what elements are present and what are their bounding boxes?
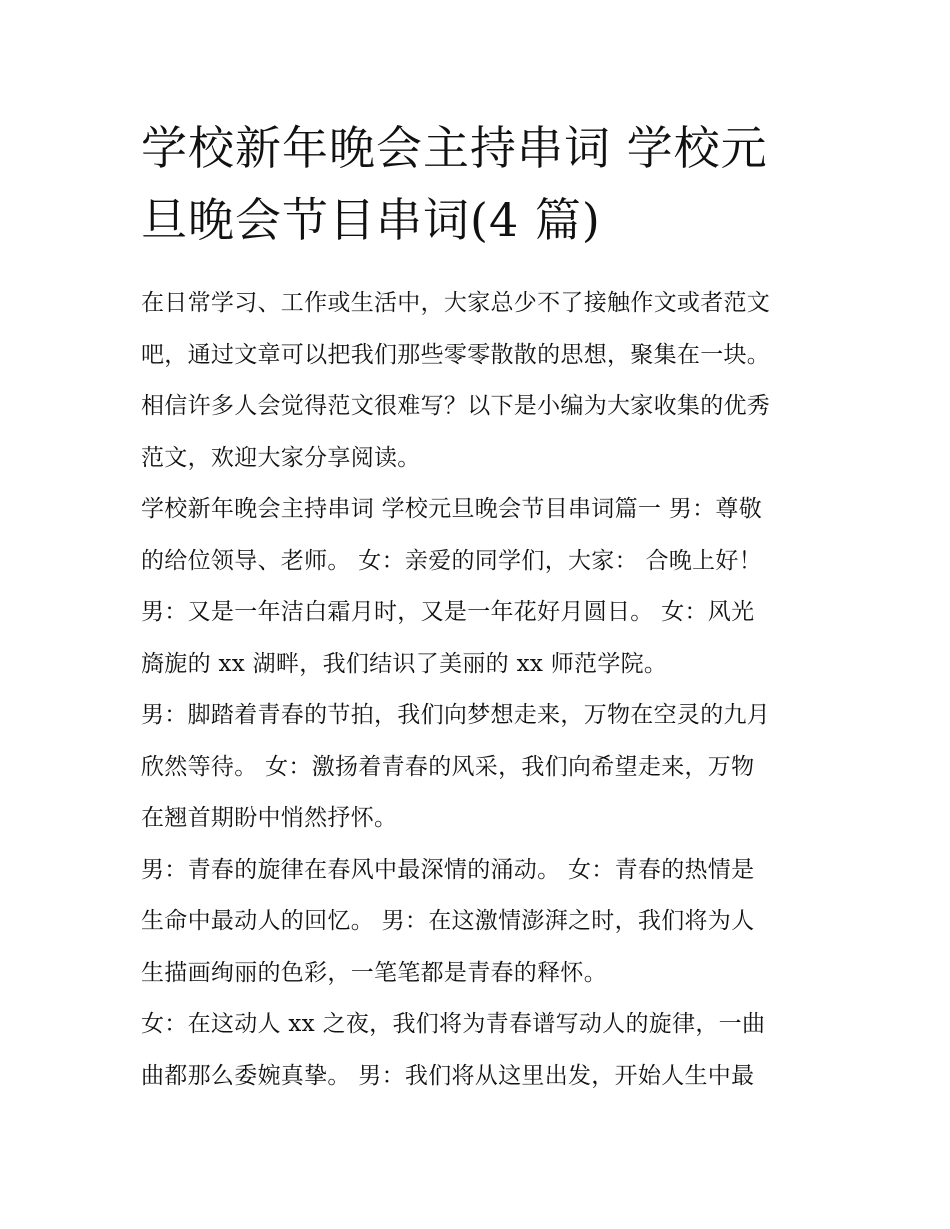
text-line: 的给位领导、老师。 女：亲爱的同学们，大家： 合晚上好！: [141, 547, 763, 574]
document-title: [141, 112, 831, 256]
text-line: 在翘首期盼中悄然抒怀。: [141, 805, 398, 831]
text-line: 相信许多人会觉得范文很难写？以下是小编为大家收集的优秀: [141, 393, 771, 419]
text-line: 生描画绚丽的色彩，一笔笔都是青春的释怀。: [141, 959, 607, 986]
text-line: 女：在这动人 xx 之夜，我们将为青春谱写动人的旋律，一曲: [141, 1011, 766, 1037]
text-line: 欣然等待。 女：激扬着青春的风采，我们向希望走来，万物: [141, 753, 755, 780]
script-paragraph-2: [141, 690, 821, 845]
intro-paragraph: [141, 278, 821, 484]
text-line: 学校新年晚会主持串词 学校元旦晚会节目串词篇一 男：尊敬: [141, 496, 763, 522]
title-line: 旦晚会节目串词(4 篇): [141, 193, 601, 247]
text-line: 曲都那么委婉真挚。 男：我们将从这里出发，开始人生中最: [141, 1062, 755, 1089]
text-line: 男：脚踏着青春的节拍，我们向梦想走来，万物在空灵的九月: [141, 702, 771, 728]
text-line: 旖旎的 xx 湖畔，我们结识了美丽的 xx 师范学院。: [141, 650, 668, 677]
text-line: 范文，欢迎大家分享阅读。: [141, 444, 421, 471]
text-line: 男：又是一年洁白霜月时，又是一年花好月圆日。 女：风光: [141, 599, 755, 625]
document-body: [141, 278, 821, 1102]
script-paragraph-4: [141, 999, 821, 1102]
text-line: 在日常学习、工作或生活中，大家总少不了接触作文或者范文: [141, 290, 771, 316]
script-paragraph-3: [141, 845, 821, 1000]
text-line: 生命中最动人的回忆。 男：在这激情澎湃之时，我们将为人: [141, 908, 755, 934]
script-paragraph-1: [141, 484, 821, 690]
text-line: 吧，通过文章可以把我们那些零零散散的思想，聚集在一块。: [141, 341, 771, 368]
title-line: 学校新年晚会主持串词 学校元: [141, 121, 768, 175]
text-line: 男：青春的旋律在春风中最深情的涌动。 女：青春的热情是: [141, 856, 755, 883]
